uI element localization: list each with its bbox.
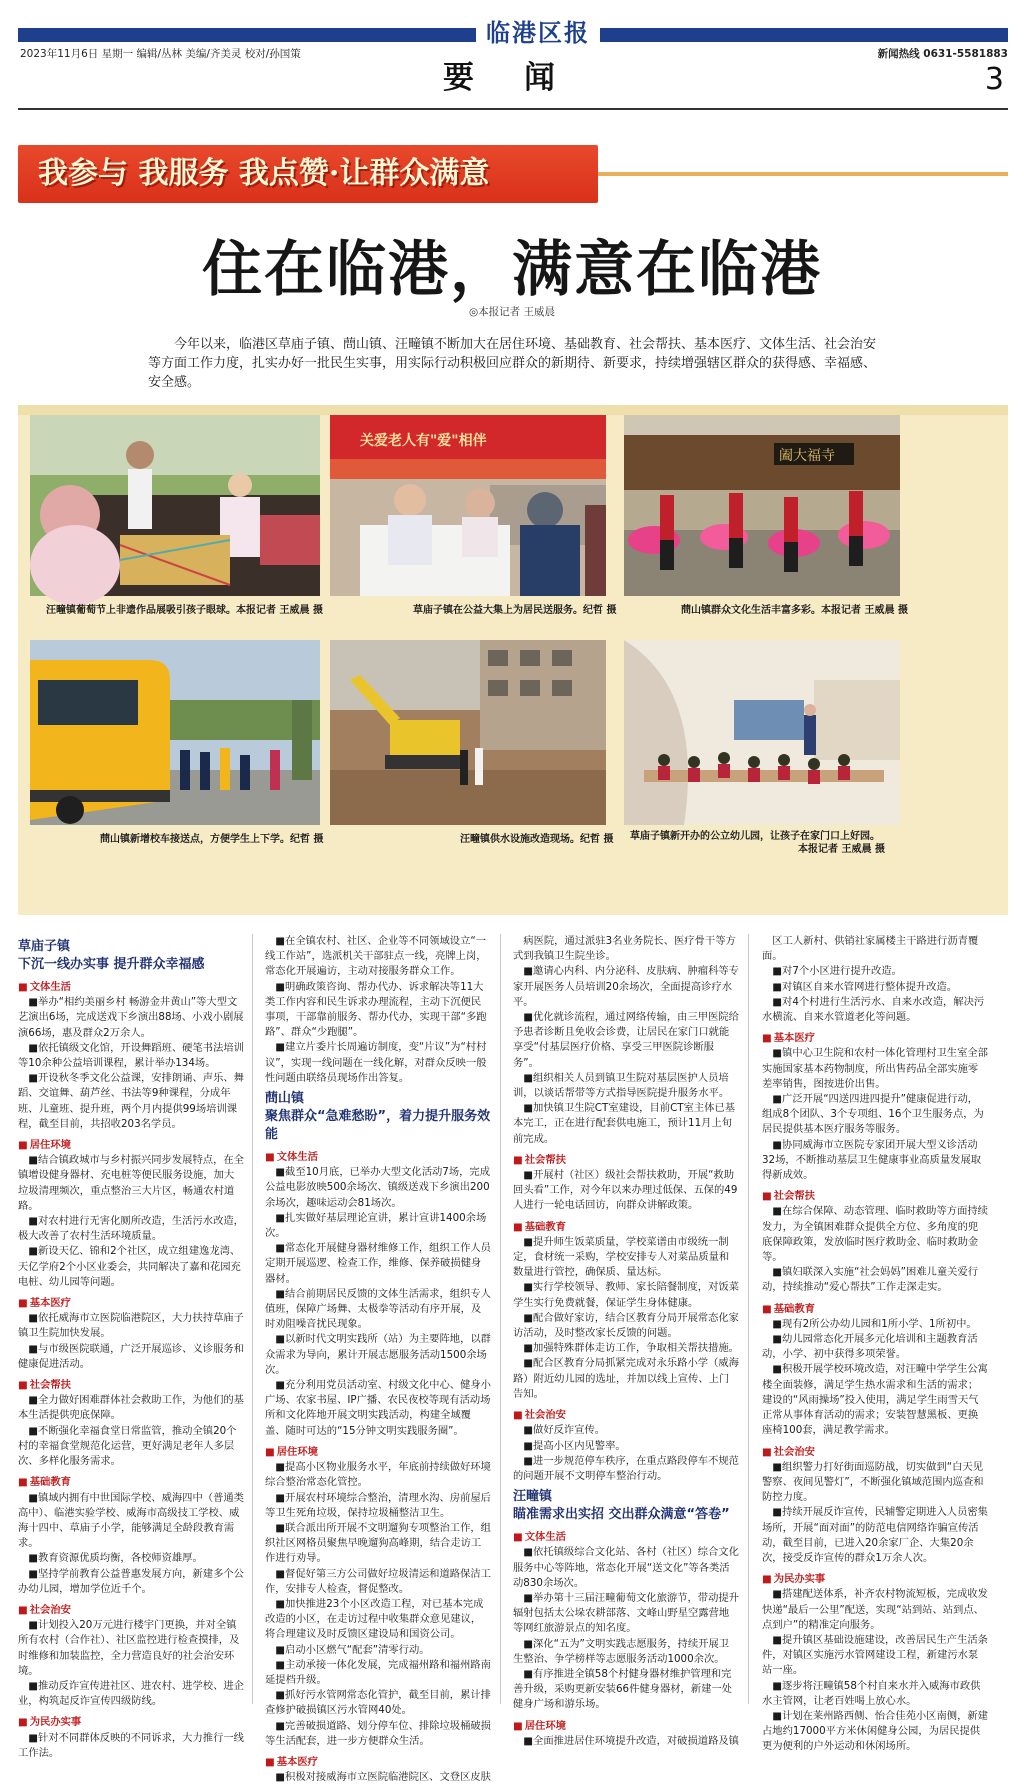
photo-fair-banner-text: 关爱老人有"爱"相伴 bbox=[360, 433, 487, 449]
article-paragraph: ■与市级医院联通，广泛开展巡诊、义诊服务和健康促进活动。 bbox=[18, 1342, 244, 1370]
topic-label: ■ 为民办实事 bbox=[762, 1572, 988, 1587]
article-paragraph: ■举办第十三届汪疃葡萄文化旅游节，带动提升辐射包括太公垛农耕部落、文峰山野星空露营地等网红旅游景点的知名度。 bbox=[513, 1591, 739, 1635]
page-number: 3 bbox=[984, 62, 1004, 97]
photo-public-fair-caption: 草庙子镇在公益大集上为居民送服务。纪哲 摄 bbox=[413, 605, 617, 616]
topic-label: ■ 基本医疗 bbox=[18, 1296, 244, 1311]
photo-collage bbox=[18, 405, 1008, 915]
article-paragraph: ■全力做好困难群体社会救助工作，为他们的基本生活提供兜底保障。 bbox=[18, 1394, 244, 1422]
topic-label: ■ 基础教育 bbox=[18, 1475, 244, 1490]
article-paragraph: ■组织警力打好街面巡防战，切实做到“白天见警察、夜间见警灯”，不断强化镇域范围内巡查和防控力度。 bbox=[762, 1460, 984, 1504]
town-subheading: 瞄准需求出实招 交出群众满意“答卷” bbox=[513, 1507, 730, 1523]
article-paragraph: ■对镇区自来水管网进行整体提升改造。 bbox=[772, 980, 958, 993]
masthead-rule bbox=[18, 108, 1008, 110]
issue-info: 2023年11月6日 星期一 编辑/丛林 美编/齐美灵 校对/孙国策 bbox=[20, 48, 301, 60]
article-paragraph: ■结合镇政城市与乡村振兴同步发展特点，在全镇增设健身器材、充电桩等便民服务设施，加大垃圾清理频次，重点整治三大片区，畅通农村道路。 bbox=[18, 1154, 244, 1212]
article-paragraph: ■组织相关人员到镇卫生院对基层医护人员培训，以谈话帮带等方式指导医院提升服务水平。 bbox=[513, 1071, 730, 1100]
topic-label: ■ 基本医疗 bbox=[265, 1755, 491, 1770]
photo-craft-exhibit-caption: 汪疃镇葡萄节上非遗作品展吸引孩子眼球。本报记者 王威晨 摄 bbox=[46, 605, 323, 616]
topic-label: ■ 社会治安 bbox=[762, 1445, 988, 1460]
town-subheading: 下沉一线办实事 提升群众幸福感 bbox=[18, 957, 205, 972]
article-paragraph: ■积极对接威海市立医院临港院区、文登区皮肤 bbox=[275, 1771, 491, 1784]
article-paragraph: ■配合做好家访，结合区教育分局开展常态化家访活动，及时整改家长反馈的问题。 bbox=[513, 1311, 739, 1340]
article-column-2 bbox=[265, 934, 491, 1784]
article-paragraph: ■对7个小区进行提升改造。 bbox=[772, 965, 902, 978]
article-paragraph: ■提高小区内见警率。 bbox=[523, 1439, 626, 1452]
photo-craft-exhibit-image bbox=[30, 415, 320, 596]
article-paragraph: ■提升师生饭菜质量，学校菜谱由市级统一制定，食材统一采购，学校安排专人对菜品质量和数量进行管控，确保质、量达标。 bbox=[513, 1235, 730, 1279]
article-paragraph: ■针对不同群体反映的不同诉求，大力推行一线工作法。 bbox=[18, 1731, 244, 1759]
article-paragraph: ■加快推进23个小区改造工程，对已基本完成改造的小区，在走访过程中收集群众意见建议，将合理建议及时反馈区建设局和国资公司。 bbox=[265, 1597, 484, 1641]
section-title: 要闻 bbox=[443, 60, 605, 96]
article-paragraph: ■逐步将汪疃镇58个村自来水并入威海市政供水主管网，让老百姓喝上放心水。 bbox=[762, 1679, 981, 1707]
article-paragraph: ■全面推进居住环境提升改造，对破损道路及镇 bbox=[523, 1734, 739, 1747]
article-paragraph: ■建立片委片长周遍访制度，变“片议”为“村村议”，实现一线问题在一线化解，对群众反映一般性问题由联络员现场作出答复。 bbox=[265, 1041, 487, 1084]
article-paragraph: ■以新时代文明实践所（站）为主要阵地，以群众需求为导向，累计开展志愿服务活动1500余场次。 bbox=[265, 1333, 491, 1376]
article-paragraph: ■提高小区物业服务水平，年底前持续做好环境综合整治常态化管控。 bbox=[265, 1461, 491, 1489]
article-paragraph: ■配合区教育分局抓紧完成对永乐路小学（威海路）附近幼儿园的选址，并加以线上宣传、上门告知。 bbox=[513, 1357, 739, 1400]
topic-label: ■ 居住环境 bbox=[18, 1138, 244, 1153]
article-paragraph: ■深化“五为”文明实践志愿服务，持续开展卫生整治、争学榜样等志愿服务活动1000余次。 bbox=[513, 1637, 730, 1665]
article-paragraph: ■对4个村进行生活污水、自来水改造，解决污水横流、自来水管道老化等问题。 bbox=[762, 995, 985, 1024]
article-paragraph: ■完善破损道路、划分停车位、排除垃圾桶破损等生活配套，进一步方便群众生活。 bbox=[265, 1719, 491, 1747]
topic-label: ■ 社会帮扶 bbox=[762, 1189, 988, 1204]
photo-cultural-dance bbox=[624, 415, 900, 596]
article-paragraph: ■积极开展学校环境改造，对汪疃中学学生公寓楼全面装修，满足学生热水需求和生活的需求；建设的“风雨操场”投入使用，满足学生雨雪天气正常从事体育活动的需求；安装智慧黑板、更换座椅100套，满足教学需求。 bbox=[762, 1363, 988, 1437]
article-paragraph: ■做好反诈宣传。 bbox=[523, 1424, 606, 1437]
article-paragraph: ■教育资源优质均衡，各校师资雄厚。 bbox=[28, 1552, 203, 1565]
photo-craft-exhibit bbox=[30, 415, 320, 596]
town-heading: 汪疃镇 bbox=[513, 1489, 553, 1505]
article-paragraph: ■推动反诈宣传进社区、进农村、进学校、进企业，构筑起反诈宣传四级防线。 bbox=[18, 1679, 244, 1708]
article-paragraph: ■实行学校领导、教师、家长陪餐制度，对饭菜学生实行免费就餐，保证学生身体健康。 bbox=[513, 1281, 739, 1309]
byline: ◎本报记者 王威晨 bbox=[469, 306, 555, 318]
article-paragraph: ■扎实做好基层理论宣讲，累计宣讲1400余场次。 bbox=[265, 1211, 487, 1240]
article-paragraph: ■截至10月底，已举办大型文化活动7场，完成公益电影放映500余场次、镇级送戏下乡演出200余场次，趣味运动会81场次。 bbox=[265, 1166, 491, 1209]
article-paragraph: ■镇中心卫生院和农村一体化管理村卫生室全部实施国家基本药物制度，所出售药品全部实施零差率销售，图按进价出售。 bbox=[762, 1047, 988, 1090]
article-column-1 bbox=[18, 934, 244, 1759]
article-paragraph: ■举办“相约美丽乡村 畅游金井黄山”等大型文艺演出6场，完成送戏下乡演出88场、小戏小剧展演66场，惠及群众2万余人。 bbox=[18, 996, 244, 1039]
photo-kindergarten-image bbox=[624, 640, 900, 825]
article-paragraph: ■广泛开展“四送四进四提升”健康促进行动，组成8个团队、3个专项组、16个卫生服务点，为居民提供基本医疗服务等服务。 bbox=[762, 1093, 984, 1136]
article-paragraph: ■主动承接一体化发展，完成福州路和福州路南延提档升级。 bbox=[265, 1658, 491, 1686]
topic-label: ■ 文体生活 bbox=[265, 1150, 491, 1165]
topic-label: ■ 社会帮扶 bbox=[513, 1153, 739, 1168]
article-paragraph: ■开设秋冬季文化公益课，安排朗诵、声乐、舞蹈、交谊舞、葫芦丝、书法等9种课程，分成年班、儿童班、提升班，两个月内提供99场培训课程，截至目前，共招收203名学员。 bbox=[18, 1072, 244, 1130]
photo-water-works-caption: 汪疃镇供水设施改造现场。纪哲 摄 bbox=[460, 834, 614, 845]
photo-kindergarten-credit: 本报记者 王威晨 摄 bbox=[798, 844, 885, 855]
article-paragraph: ■常态化开展健身器材维修工作，组织工作人员定期开展巡逻、检查工作，维修、保养破损健身器材。 bbox=[265, 1242, 491, 1285]
photo-school-bus-image bbox=[30, 640, 320, 825]
article-paragraph: ■依托威海市立医院临港院区，大力扶持草庙子镇卫生院加快发展。 bbox=[18, 1312, 244, 1340]
town-subheading: 聚焦群众“急难愁盼”，着力提升服务效能 bbox=[265, 1109, 491, 1143]
article-paragraph: ■镇妇联深入实施“社会妈妈”困难儿童关爱行动，持续推动“爱心帮扶”工作走深走实。 bbox=[762, 1266, 979, 1294]
article-paragraph: ■开展农村环境综合整治，清理水沟、房前屋后等卫生死角垃圾，保持垃圾桶整洁卫生。 bbox=[265, 1491, 491, 1519]
article-paragraph: ■充分利用党员活动室、村级文化中心、健身小广场、农家书屋、IP广播、农民夜校等现有活动场所和文化阵地开展文明实践活动，构建全域覆盖、随时可达的“15分钟文明实践服务圈”。 bbox=[265, 1379, 491, 1437]
photo-school-bus bbox=[30, 640, 320, 825]
article-paragraph: 病医院，通过派驻3名业务院长、医疗骨干等方式到我镇卫生院坐诊。 bbox=[513, 935, 736, 963]
article-paragraph: ■协同威海市立医院专家团开展大型义诊活动32场，不断推动基层卫生健康事业高质量发展取得新成效。 bbox=[762, 1138, 982, 1182]
article-paragraph: ■联合派出所开展不文明遛狗专项整治工作，组织社区网格员聚焦早晚遛狗高峰期，结合走访工作进行劝导。 bbox=[265, 1521, 491, 1565]
article-paragraph: ■幼儿园常态化开展多元化培训和主题教育活动，小学、初中获得多项荣誉。 bbox=[762, 1333, 978, 1361]
topic-label: ■ 为民办实事 bbox=[18, 1715, 244, 1730]
article-paragraph: ■镇域内拥有中世国际学校、威海四中（普通类高中）、临港实验学校、威海市高级技工学校、威海十四中、草庙子小学，能够满足全龄段教育需求。 bbox=[18, 1491, 244, 1550]
column-divider bbox=[500, 934, 501, 1704]
article-paragraph: ■依托镇级综合文化站、各村（社区）综合文化服务中心等阵地，常态化开展“送文化”等各类活动830余场次。 bbox=[513, 1546, 739, 1589]
photo-public-fair-image bbox=[330, 415, 606, 596]
article-paragraph: ■对农村进行无害化厕所改造，生活污水改造，极大改善了农村生活环境质量。 bbox=[18, 1215, 244, 1243]
article-paragraph: ■加快镇卫生院CT室建设，目前CT室主体已基本完工，正在进行配套供电施工，预计11月上旬前完成。 bbox=[513, 1102, 736, 1145]
topic-label: ■ 居住环境 bbox=[265, 1445, 491, 1460]
photo-cultural-dance-caption: 蔄山镇群众文化生活丰富多彩。本报记者 王威晨 摄 bbox=[681, 605, 908, 616]
article-paragraph: ■开展村（社区）级社会帮扶救助，开展“救助回头看”工作，对今年以来办理过低保、五保的49人进行一轮电话回访，向群众讲解政策。 bbox=[513, 1169, 738, 1212]
topic-label: ■ 基础教育 bbox=[513, 1220, 739, 1235]
photo-kindergarten bbox=[624, 640, 900, 825]
column-divider bbox=[748, 934, 749, 1704]
article-paragraph: ■在综合保障、动态管理、临时救助等方面持续发力，为全镇困难群众提供全方位、多角度的兜底保障政策，发放临时医疗救助金、临时救助金等。 bbox=[762, 1205, 988, 1264]
photo-kindergarten-caption: 草庙子镇新开办的公立幼儿园，让孩子在家门口上好园。 bbox=[630, 831, 880, 842]
article-paragraph: ■提升镇区基础设施建设，改善居民生产生活条件，对镇区实施污水管网建设工程，新建污水泵站一座。 bbox=[762, 1633, 988, 1677]
newspaper-logo: 临港区报 bbox=[476, 18, 600, 48]
photo-temple-sign-text: 阖大福寺 bbox=[779, 448, 835, 464]
photo-water-works bbox=[330, 640, 606, 825]
article-paragraph: ■计划投入20万元进行楼宇门更换，并对全镇所有农村（合作社）、社区监控进行检查摸排，及时维修和加装监控，全力营造良好的社会治安环境。 bbox=[18, 1619, 240, 1677]
article-paragraph: ■不断强化幸福食堂日常监管，推动全镇20个村的幸福食堂规范化运营，更好满足老年人多层次、多样化服务需求。 bbox=[18, 1424, 237, 1468]
campaign-banner bbox=[18, 145, 598, 203]
article-paragraph: ■优化就诊流程，通过网络传输，由三甲医院给予患者诊断且免收会诊费，让居民在家门口就能享受“付基层医疗价格、享受三甲医院诊断服务”。 bbox=[513, 1011, 739, 1069]
article-paragraph: ■启动小区燃气“配套”清零行动。 bbox=[275, 1643, 430, 1656]
campaign-banner-text: 我参与 我服务 我点赞·让群众满意 bbox=[38, 156, 490, 191]
town-heading: 草庙子镇 bbox=[18, 939, 71, 954]
article-paragraph: ■督促好第三方公司做好垃圾清运和道路保洁工作，安排专人检查，督促整改。 bbox=[265, 1567, 491, 1595]
banner-decoration bbox=[598, 172, 1008, 176]
article-paragraph: ■计划在莱州路西侧、怡合佳苑小区南侧，新建占地约17000平方米休闲健身公园，为居民提供更为便利的户外运动和休闲场所。 bbox=[762, 1709, 988, 1753]
article-paragraph: ■有序推进全镇58个村健身器材维护管理和完善升级，采购更新安装66件健身器材，新建一处健身广场和游乐场。 bbox=[513, 1667, 733, 1711]
photo-public-fair bbox=[330, 415, 606, 596]
photo-cultural-dance-image bbox=[624, 415, 900, 596]
topic-label: ■ 社会治安 bbox=[513, 1408, 739, 1423]
article-column-4 bbox=[762, 934, 988, 1753]
article-paragraph: ■明确政策咨询、帮办代办、诉求解决等11大类工作内容和民生诉求办理流程，主动下沉便民事项，干部靠前服务、帮办代办，实现干部“多跑路”、群众“少跑腿”。 bbox=[265, 980, 487, 1039]
article-paragraph: ■现有2所公办幼儿园和1所小学、1所初中。 bbox=[772, 1317, 977, 1330]
topic-label: ■ 社会治安 bbox=[18, 1603, 244, 1618]
article-paragraph: ■抓好污水管网常态化管护，截至目前，累计排查修护破损镇区污水管网40处。 bbox=[265, 1689, 491, 1717]
topic-label: ■ 文体生活 bbox=[513, 1530, 739, 1545]
lead-paragraph: 今年以来，临港区草庙子镇、蔄山镇、汪疃镇不断加大在居住环境、基础教育、社会帮扶、基本医疗、文体生活、社会治安等方面工作力度，扎实办好一批民生实事，用实际行动积极回应群众的新期待、新要求，持续增强辖区群众的获得感、幸福感、安全感。 bbox=[148, 337, 877, 390]
article-paragraph: 区工人新村、供销社家属楼主干路进行沥青覆面。 bbox=[762, 935, 979, 963]
photo-water-works-image bbox=[330, 640, 606, 825]
topic-label: ■ 社会帮扶 bbox=[18, 1378, 244, 1393]
topic-label: ■ 基本医疗 bbox=[762, 1031, 988, 1046]
article-column-3 bbox=[513, 934, 739, 1747]
news-hotline: 新闻热线 0631-5581883 bbox=[877, 48, 1008, 60]
article-paragraph: ■进一步规范停车秩序，在重点路段停车不规范的问题开展不文明停车整治行动。 bbox=[513, 1454, 739, 1482]
article-paragraph: ■依托镇级文化馆，开设舞蹈班、硬笔书法培训等10余种公益培训课程，累计举办134场。 bbox=[18, 1041, 244, 1070]
article-paragraph: ■结合前期居民反馈的文体生活需求，组织专人值班，保障广场舞、太极拳等活动有序开展，及时劝阻噪音扰民现象。 bbox=[265, 1287, 491, 1331]
photo-school-bus-caption: 蔄山镇新增校车接送点，方便学生上下学。纪哲 摄 bbox=[100, 834, 324, 845]
headline: 住在临港，满意在临港 bbox=[202, 235, 822, 305]
column-divider bbox=[252, 934, 253, 1704]
topic-label: ■ 文体生活 bbox=[18, 980, 244, 995]
town-heading: 蔄山镇 bbox=[265, 1091, 305, 1107]
article-paragraph: ■在全镇农村、社区、企业等不同领域设立“一线工作站”，选派机关干部驻点一线，亮牌上岗，常态化开展遍访，主动对接服务群众工作。 bbox=[265, 935, 487, 978]
topic-label: ■ 居住环境 bbox=[513, 1719, 739, 1734]
article-paragraph: ■持续开展反诈宣传，民辅警定期进入人员密集场所，开展“面对面”的防范电信网络诈骗宣传活动，截至目前，已进入20余家厂企、大集20余次，接受反诈宣传的群众1万余人次。 bbox=[762, 1506, 988, 1564]
article-paragraph: ■新设天亿、锦和2个社区，成立组建逸龙湾、天亿学府2个小区业委会，共同解决了嘉和花园充电桩、幼儿园等问题。 bbox=[18, 1245, 241, 1288]
article-paragraph: ■邀请心内科、内分泌科、皮肤病、肿瘤科等专家开展医务人员培训20余场次，全面提高诊疗水平。 bbox=[513, 965, 739, 1008]
topic-label: ■ 基础教育 bbox=[762, 1302, 988, 1317]
article-paragraph: ■坚持学前教育公益普惠发展方向，新建多个公办幼儿园，增加学位近千个。 bbox=[18, 1567, 244, 1595]
article-paragraph: ■加强特殊群体走访工作，争取相关帮扶措施。 bbox=[523, 1342, 739, 1355]
article-paragraph: ■搭建配送体系，补齐农村物流短板，完成收发快递“最后一公里”配送，实现“站到站、站到点、点到户”的精准定向服务。 bbox=[762, 1588, 988, 1631]
